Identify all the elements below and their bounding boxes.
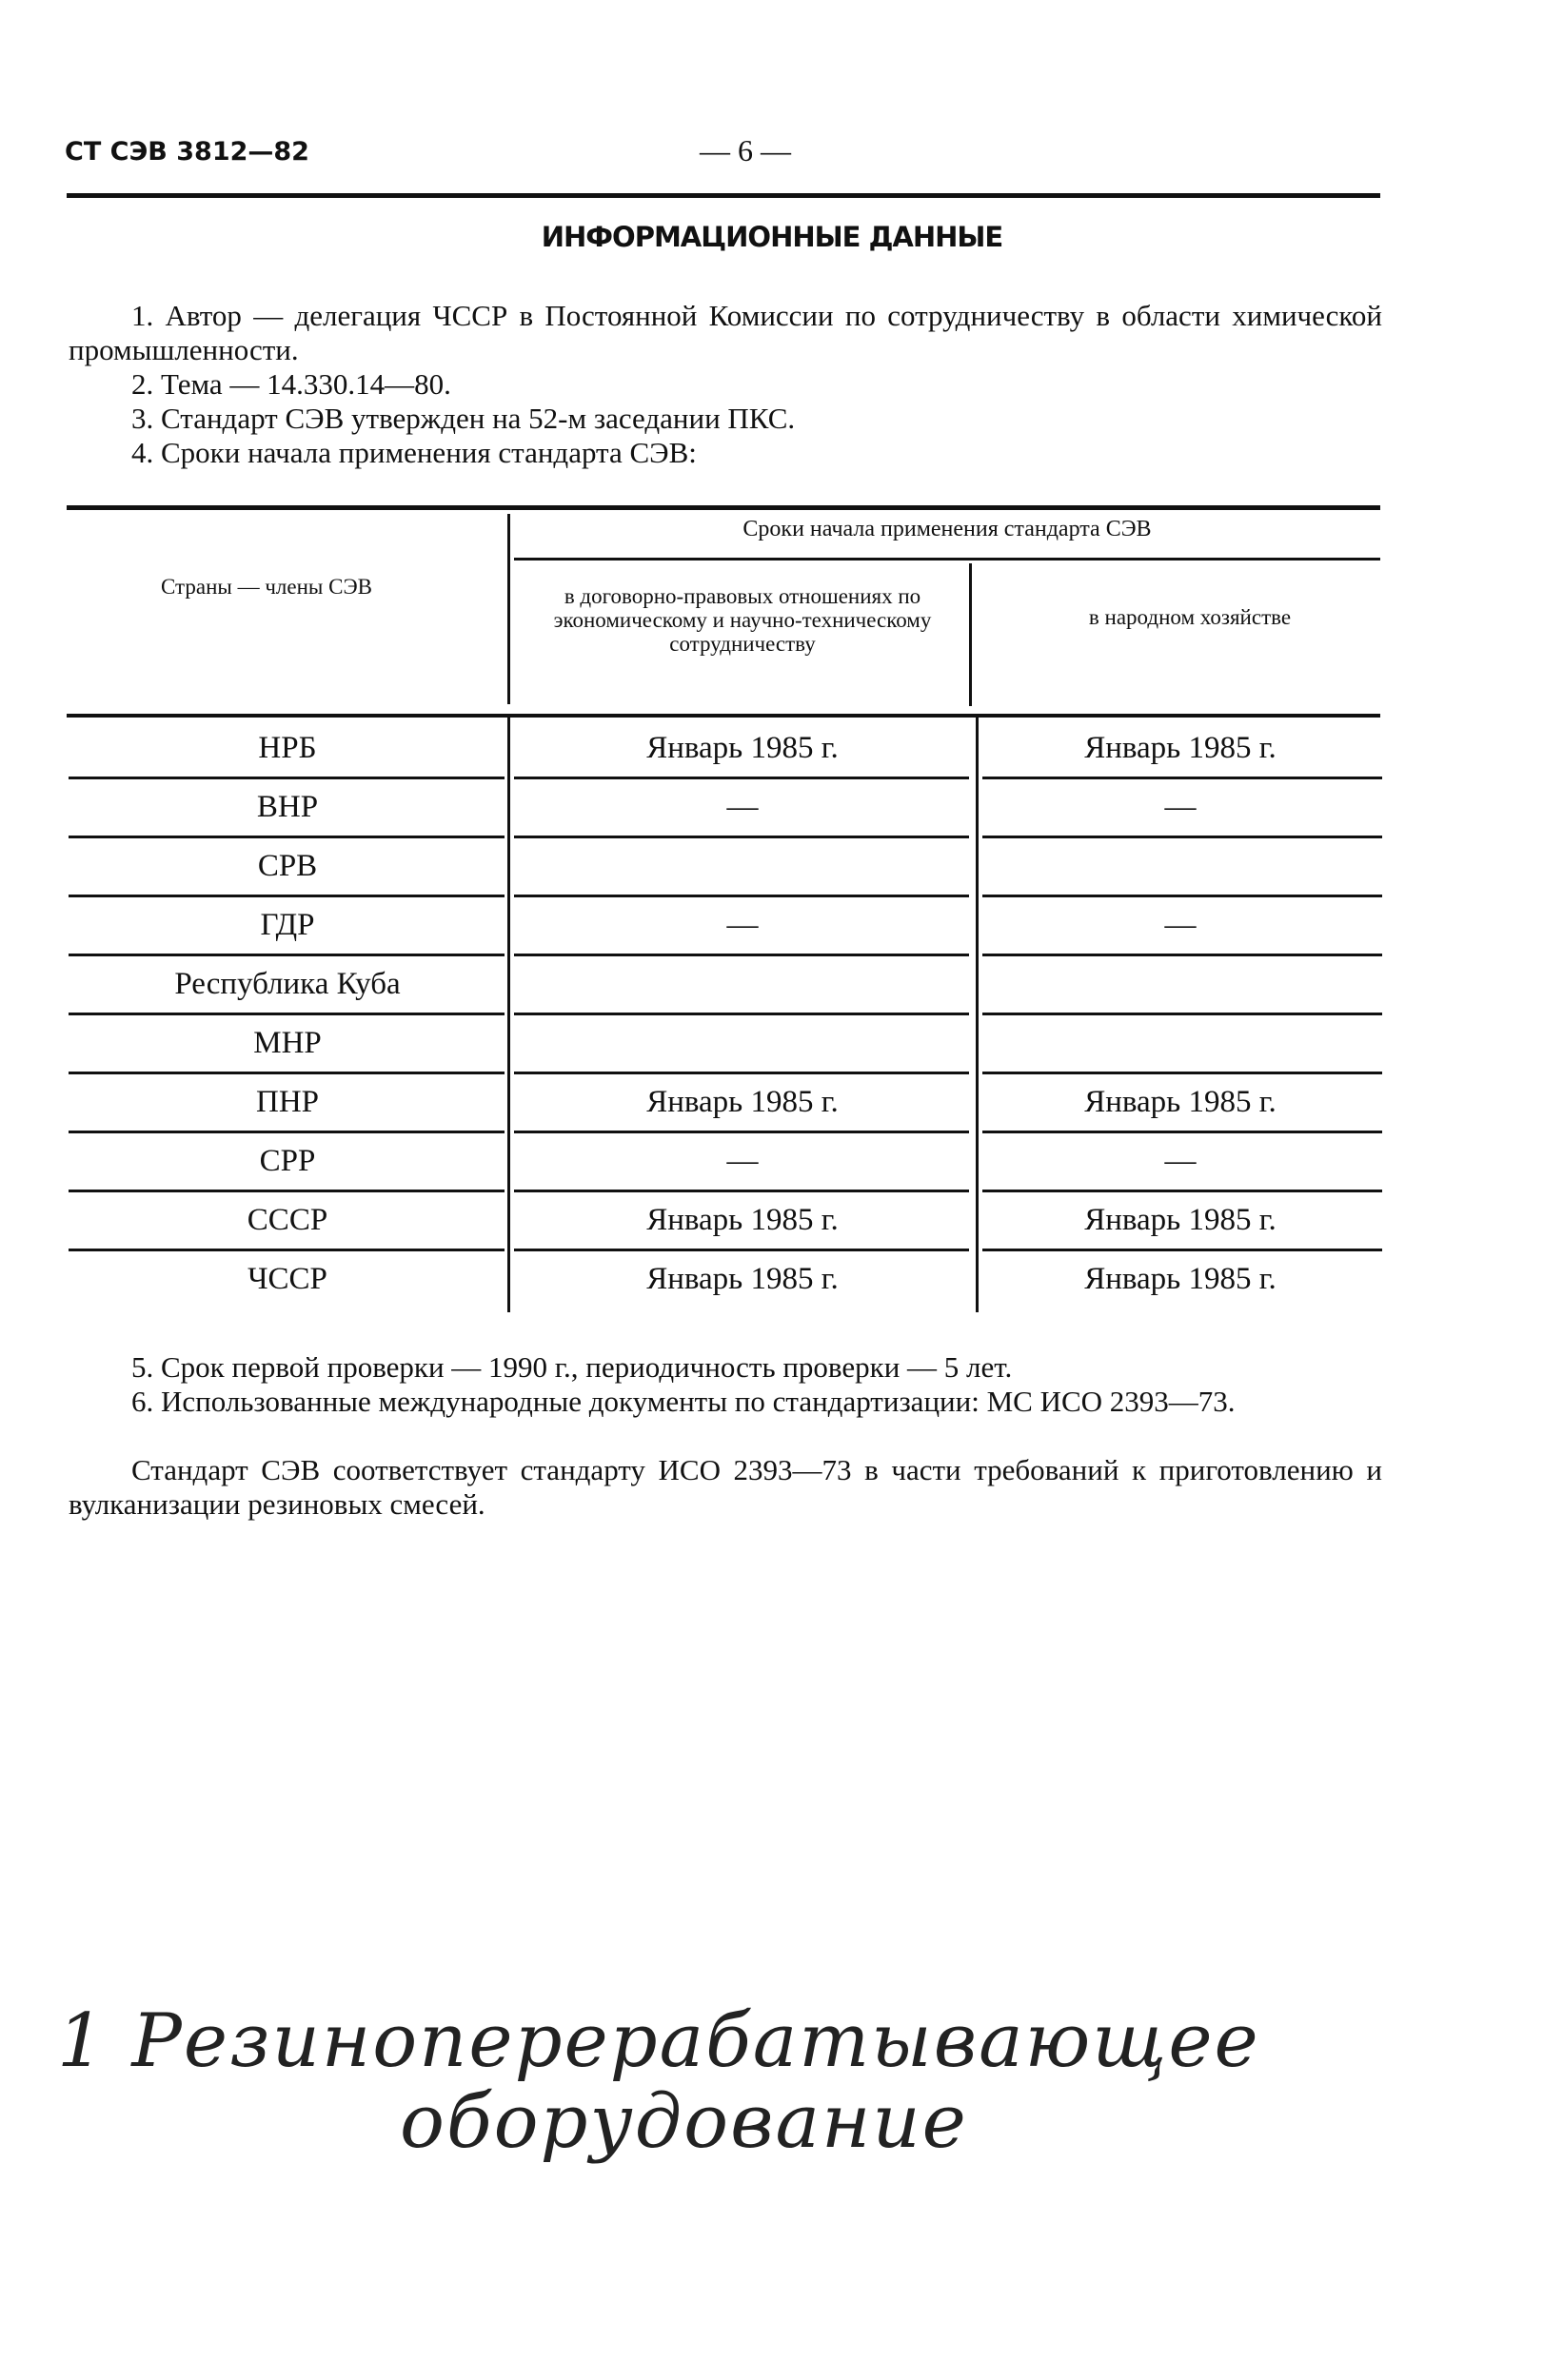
body-divider xyxy=(507,718,510,1312)
row-rule xyxy=(514,1072,969,1074)
contract-date-cell: — xyxy=(726,790,759,824)
economy-date-cell: — xyxy=(1164,790,1197,824)
item-intl-docs: 6. Использованные международные документы по стандартизации: МС ИСО 2393—73. xyxy=(131,1385,1236,1418)
col-country-header: Страны — члены СЭВ xyxy=(161,575,372,599)
row-rule xyxy=(514,895,969,897)
header-divider-2 xyxy=(969,563,972,706)
row-rule xyxy=(982,895,1382,897)
item-approval: 3. Стандарт СЭВ утвержден на 52-м заседании ПКС. xyxy=(131,402,796,435)
row-rule xyxy=(69,895,505,897)
page-number: — 6 — xyxy=(700,133,791,167)
contract-date-cell: — xyxy=(726,1144,759,1178)
row-rule xyxy=(514,777,969,779)
country-cell: ПНР xyxy=(255,1085,320,1119)
country-cell: СССР xyxy=(247,1203,328,1237)
row-rule xyxy=(514,1013,969,1015)
row-rule xyxy=(982,777,1382,779)
row-rule xyxy=(514,1131,969,1133)
economy-date-cell: Январь 1985 г. xyxy=(1084,731,1277,765)
row-rule xyxy=(514,1249,969,1251)
contract-date-cell: — xyxy=(726,908,759,942)
contract-date-cell: Январь 1985 г. xyxy=(646,1203,839,1237)
header-rule xyxy=(67,193,1380,198)
item-correspondence: Стандарт СЭВ соответствует стандарту ИСО 2393—73 в части требований к приготовлению и вулканизации резиновых смесей. xyxy=(69,1453,1382,1521)
country-cell: Республика Куба xyxy=(174,967,401,1001)
group-header-rule xyxy=(514,558,1380,561)
row-rule xyxy=(514,836,969,838)
row-rule xyxy=(69,1249,505,1251)
row-rule xyxy=(982,1072,1382,1074)
economy-date-cell: Январь 1985 г. xyxy=(1084,1085,1277,1119)
contract-date-cell: Январь 1985 г. xyxy=(646,1085,839,1119)
economy-date-cell: — xyxy=(1164,908,1197,942)
item-review: 5. Срок первой проверки — 1990 г., периодичность проверки — 5 лет. xyxy=(131,1350,1013,1384)
row-rule xyxy=(514,954,969,956)
row-rule xyxy=(69,836,505,838)
row-rule xyxy=(69,1072,505,1074)
item-dates: 4. Сроки начала применения стандарта СЭВ: xyxy=(131,436,697,469)
item-topic: 2. Тема — 14.330.14—80. xyxy=(131,367,451,401)
col-contract-header: в договорно-правовых отношениях по экономическому и научно-техническому сотрудничеству xyxy=(553,584,932,656)
item-author: 1. Автор — делегация ЧССР в Постоянной Комиссии по сотрудничеству в области химической промышленности. xyxy=(69,299,1382,366)
handwritten-note-line2: оборудование xyxy=(400,2079,968,2165)
contract-date-cell: Январь 1985 г. xyxy=(646,1262,839,1296)
country-cell: СРР xyxy=(259,1144,316,1178)
col-economy-header: в народном хозяйстве xyxy=(1088,605,1292,629)
row-rule xyxy=(69,1131,505,1133)
row-rule xyxy=(69,954,505,956)
country-cell: МНР xyxy=(253,1026,322,1060)
header-bottom-rule xyxy=(67,714,1380,718)
handwritten-note-line1: 1 Резиноперерабатывающее xyxy=(57,1998,1260,2084)
page-title: ИНФОРМАЦИОННЫЕ ДАННЫЕ xyxy=(541,221,1003,253)
row-rule xyxy=(69,1013,505,1015)
document-code: СТ СЭВ 3812—82 xyxy=(65,137,309,167)
group-header: Сроки начала применения стандарта СЭВ xyxy=(742,517,1152,541)
row-rule xyxy=(69,777,505,779)
row-rule xyxy=(69,1190,505,1192)
country-cell: НРБ xyxy=(258,731,317,765)
economy-date-cell: — xyxy=(1164,1144,1197,1178)
country-cell: ВНР xyxy=(256,790,319,824)
row-rule xyxy=(982,1249,1382,1251)
header-divider xyxy=(507,514,510,704)
economy-date-cell: Январь 1985 г. xyxy=(1084,1262,1277,1296)
row-rule xyxy=(514,1190,969,1192)
body-divider-2 xyxy=(976,718,979,1312)
country-cell: ГДР xyxy=(260,908,315,942)
country-cell: СРВ xyxy=(257,849,318,883)
country-cell: ЧССР xyxy=(247,1262,327,1296)
row-rule xyxy=(982,1131,1382,1133)
economy-date-cell: Январь 1985 г. xyxy=(1084,1203,1277,1237)
row-rule xyxy=(982,1190,1382,1192)
row-rule xyxy=(982,836,1382,838)
row-rule xyxy=(982,954,1382,956)
contract-date-cell: Январь 1985 г. xyxy=(646,731,839,765)
row-rule xyxy=(982,1013,1382,1015)
table-top-rule xyxy=(67,505,1380,510)
